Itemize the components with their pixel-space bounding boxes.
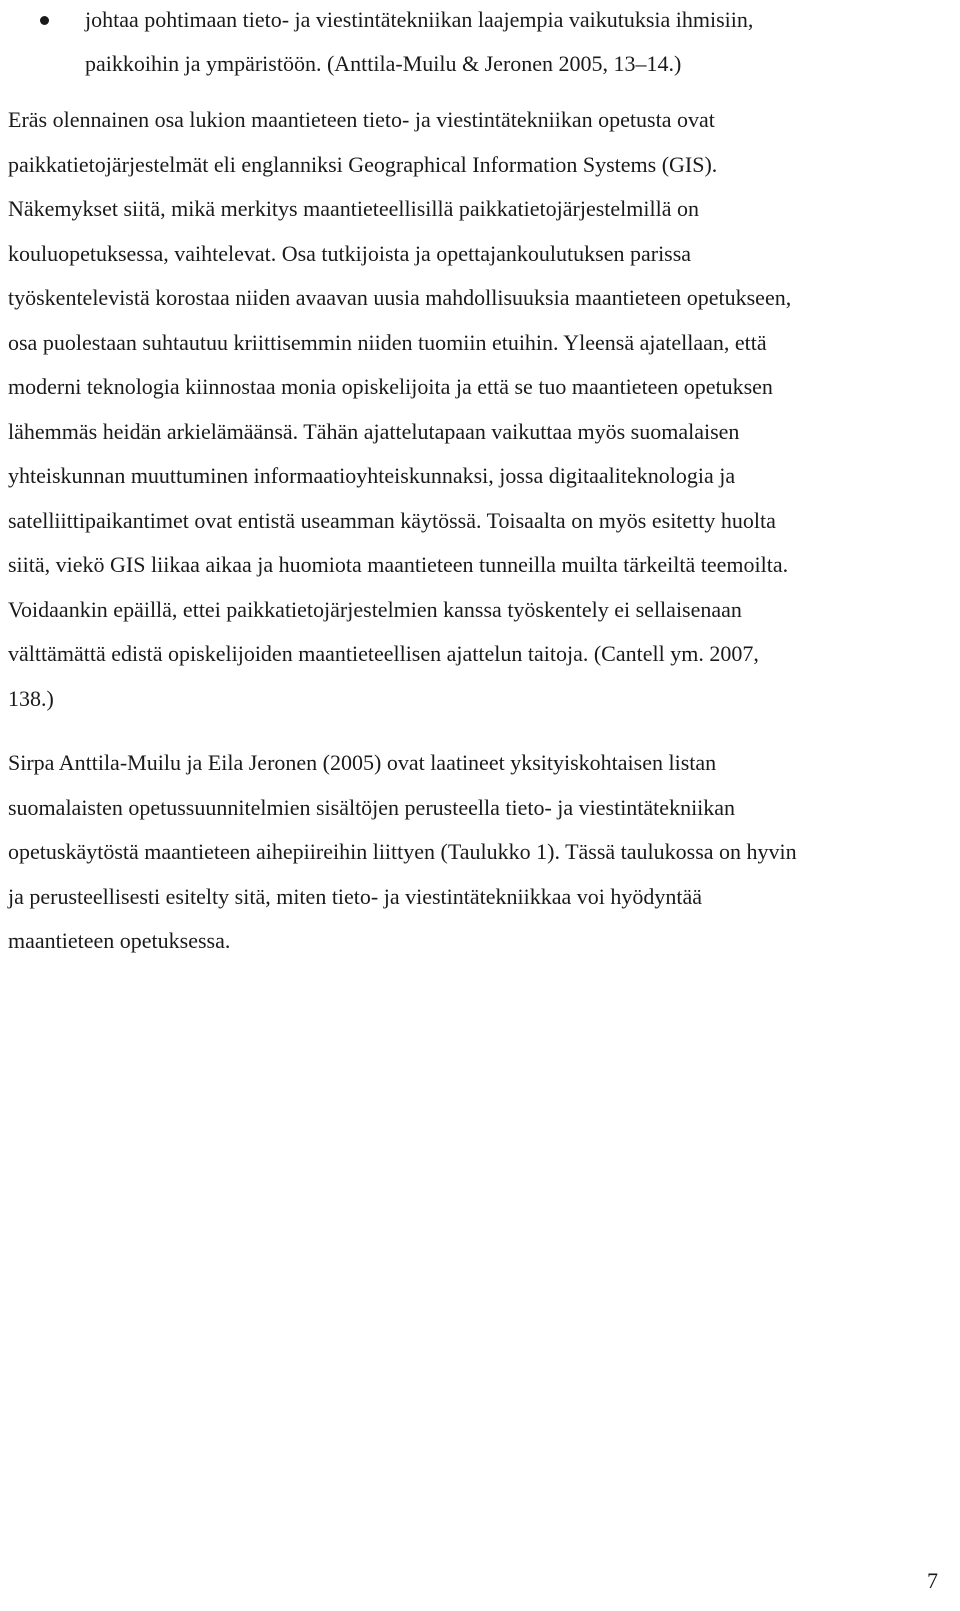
text-line: Eräs olennainen osa lukion maantieteen tieto- ja viestintätekniikan opetusta ovat — [8, 107, 715, 132]
text-line: kouluopetuksessa, vaihtelevat. Osa tutkijoista ja opettajankoulutuksen parissa — [8, 240, 692, 266]
paragraph-gis — [8, 98, 948, 721]
text-line: moderni teknologia kiinnostaa monia opiskelijoita ja että se tuo maantieteen opetuksen — [8, 374, 773, 399]
text-line: Sirpa Anttila-Muilu ja Eila Jeronen (2005) ovat laatineet yksityiskohtaisen listan — [8, 750, 717, 775]
text-line: maantieteen opetuksessa. — [8, 928, 231, 953]
bullet-text — [85, 0, 753, 88]
page-number: 7 — [927, 1568, 938, 1593]
text-line: Voidaankin epäillä, ettei paikkatietojärjestelmien kanssa työskentely ei sellaisenaan — [8, 596, 742, 622]
text-line: paikkoihin ja ympäristöön. (Anttila-Muilu & Jeronen 2005, 13–14.) — [85, 51, 682, 76]
text-line: lähemmäs heidän arkielämäänsä. Tähän ajattelutapaan vaikuttaa myös suomalaisen — [8, 418, 740, 444]
text-line: paikkatietojärjestelmät eli englanniksi Geographical Information Systems (GIS). — [8, 151, 718, 177]
text-line: 138.) — [8, 685, 54, 711]
text-line: osa puolestaan suhtautuu kriittisemmin niiden tuomiin etuihin. Yleensä ajatellaan, että — [8, 329, 767, 355]
text-line: yhteiskunnan muuttuminen informaatioyhteiskunnaksi, jossa digitaaliteknologia ja — [8, 463, 736, 488]
text-line: suomalaisten opetussuunnitelmien sisältöjen perusteella tieto- ja viestintätekniikan — [8, 794, 736, 820]
bullet-icon — [40, 16, 49, 25]
text-line: siitä, viekö GIS liikaa aikaa ja huomiota maantieteen tunneilla muilta tärkeiltä teemoilta. — [8, 552, 789, 577]
paragraph-anttila-muilu — [8, 741, 948, 964]
text-line: opetuskäytöstä maantieteen aihepiireihin liittyen (Taulukko 1). Tässä taulukossa on hyvin — [8, 839, 797, 864]
text-line: Näkemykset siitä, mikä merkitys maantieteellisillä paikkatietojärjestelmillä on — [8, 196, 699, 221]
text-line: johtaa pohtimaan tieto- ja viestintätekniikan laajempia vaikutuksia ihmisiin, — [85, 7, 754, 32]
text-line: työskentelevistä korostaa niiden avaavan uusia mahdollisuuksia maantieteen opetukseen, — [8, 285, 792, 310]
text-line: satelliittipaikantimet ovat entistä useamman käytössä. Toisaalta on myös esitetty huolta — [8, 507, 776, 533]
text-line: välttämättä edistä opiskelijoiden maantieteellisen ajattelun taitoja. (Cantell ym. 2007, — [8, 641, 759, 666]
text-line: ja perusteellisesti esitelty sitä, miten tieto- ja viestintätekniikkaa voi hyödyntää — [8, 883, 703, 909]
